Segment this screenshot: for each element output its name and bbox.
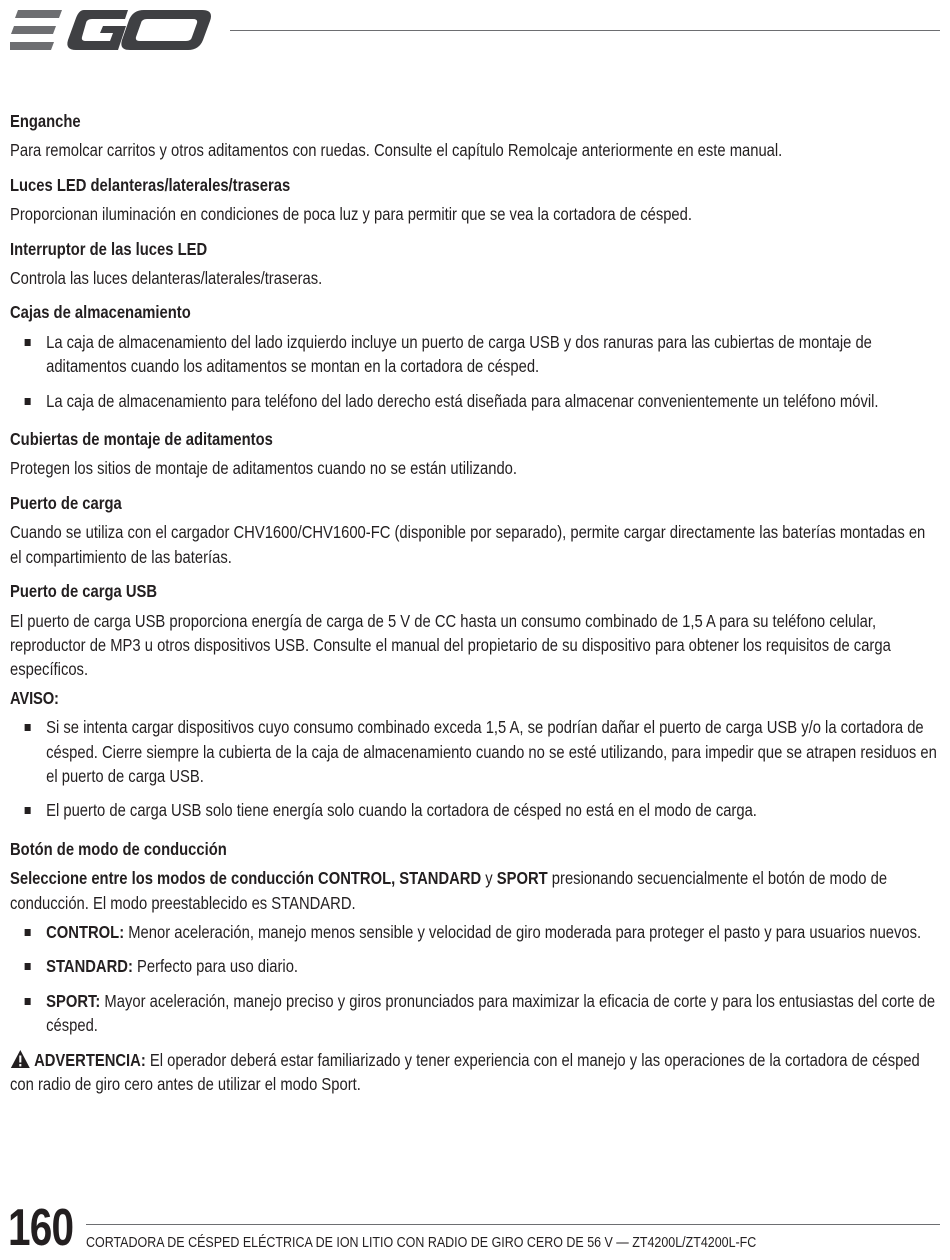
mode-label: CONTROL: — [46, 921, 125, 942]
square-bullet-icon — [25, 998, 31, 1005]
section-title: Puerto de carga USB — [10, 581, 158, 602]
page-content — [10, 109, 937, 1106]
section-title: Luces LED delanteras/laterales/traseras — [10, 174, 291, 195]
list-item — [10, 920, 939, 944]
mode-text: Perfecto para uso diario. — [132, 956, 299, 977]
notice-label: AVISO: — [10, 687, 59, 708]
warning-label: ADVERTENCIA: — [34, 1049, 146, 1070]
section-text: Controla las luces delanteras/laterales/traseras. — [10, 268, 323, 289]
square-bullet-icon — [25, 398, 31, 405]
ego-logo — [10, 8, 214, 52]
mode-label: STANDARD: — [46, 956, 133, 977]
section-cubiertas — [10, 427, 939, 481]
footer-text: CORTADORA DE CÉSPED ELÉCTRICA DE ION LITIO CON RADIO DE GIRO CERO DE 56 V — ZT4200L/ZT4200L-FC — [86, 1235, 757, 1251]
intro-sport: SPORT — [496, 868, 548, 889]
bullet-list — [10, 330, 939, 413]
mode-list — [10, 920, 939, 1038]
warning-text: El operador deberá estar familiarizado y tener experiencia con el manejo y las operaciones de la cortadora de césped con radio de giro cero antes de utilizar el modo Sport. — [10, 1049, 920, 1094]
square-bullet-icon — [25, 807, 31, 814]
header-divider — [230, 30, 940, 31]
intro-bold: Seleccione entre los modos de conducción CONTROL, STANDARD — [10, 868, 482, 889]
section-title: Botón de modo de conducción — [10, 838, 227, 859]
section-title: Cubiertas de montaje de aditamentos — [10, 429, 273, 450]
section-text: Cuando se utiliza con el cargador CHV1600/CHV1600-FC (disponible por separado), permite cargar directamente las baterías montadas en el compartimiento de las baterías. — [10, 522, 926, 567]
section-intro — [10, 866, 939, 915]
mode-text: Menor aceleración, manejo menos sensible y velocidad de giro moderada para proteger el pasto y para usuarios nuevos. — [124, 921, 922, 942]
list-item — [10, 989, 939, 1038]
list-item-text: La caja de almacenamiento para teléfono del lado derecho está diseñada para almacenar convenientemente un teléfono móvil. — [46, 390, 879, 411]
section-title: Puerto de carga — [10, 492, 122, 513]
section-luces — [10, 173, 939, 227]
list-item — [10, 389, 939, 413]
bullet-list — [10, 715, 939, 823]
section-text: El puerto de carga USB proporciona energía de carga de 5 V de CC hasta un consumo combinado de 1,5 A para su teléfono celular, reproductor de MP3 u otros dispositivos USB. Consulte el manual del propietario de su dispositivo para obtener los requisitos de carga específicos. — [10, 610, 891, 680]
square-bullet-icon — [25, 339, 31, 346]
mode-text: Mayor aceleración, manejo preciso y giros pronunciados para maximizar la eficacia de corte y para los entusiastas del corte de césped. — [46, 990, 936, 1036]
list-item — [10, 715, 939, 788]
square-bullet-icon — [25, 929, 31, 936]
list-item-text: El puerto de carga USB solo tiene energía solo cuando la cortadora de césped no está en el modo de carga. — [46, 800, 757, 821]
list-item — [10, 330, 939, 379]
page-header — [0, 0, 950, 60]
section-enganche — [10, 109, 939, 163]
list-item-text: La caja de almacenamiento del lado izquierdo incluye un puerto de carga USB y dos ranuras para las cubiertas de montaje de aditamentos cuando los aditamentos se montan en la cortadora de césped. — [46, 331, 872, 377]
intro-rest: presionando secuencialmente el botón de modo de conducción. El modo preestablecido es STANDARD. — [10, 868, 888, 913]
section-text: Para remolcar carritos y otros aditamentos con ruedas. Consulte el capítulo Remolcaje anteriormente en este manual. — [10, 140, 783, 161]
list-item — [10, 954, 939, 978]
section-title: Enganche — [10, 111, 81, 131]
section-puerto — [10, 491, 939, 569]
list-item — [10, 798, 939, 822]
section-cajas — [10, 300, 939, 413]
section-title: Cajas de almacenamiento — [10, 302, 191, 323]
square-bullet-icon — [25, 724, 31, 731]
section-modo — [10, 837, 939, 1097]
section-title: Interruptor de las luces LED — [10, 238, 208, 259]
intro-y: y — [481, 868, 497, 889]
page-footer — [0, 1200, 950, 1260]
warning-block — [10, 1048, 939, 1097]
square-bullet-icon — [25, 963, 31, 970]
section-interruptor — [10, 237, 939, 291]
section-text: Proporcionan iluminación en condiciones de poca luz y para permitir que se vea la cortadora de césped. — [10, 204, 692, 225]
section-text: Protegen los sitios de montaje de aditamentos cuando no se están utilizando. — [10, 458, 517, 479]
footer-divider — [86, 1224, 940, 1225]
page-number: 160 — [8, 1199, 74, 1257]
section-usb — [10, 579, 939, 823]
list-item-text: Si se intenta cargar dispositivos cuyo consumo combinado exceda 1,5 A, se podrían dañar el puerto de carga USB y/o la cortadora de césped. Cierre siempre la cubierta de la caja de almacenamiento cuando no se esté utilizando, para impedir que se atrapen residuos en el puerto de carga USB. — [46, 717, 937, 786]
mode-label: SPORT: — [46, 990, 101, 1011]
warning-triangle-icon — [10, 1049, 31, 1069]
